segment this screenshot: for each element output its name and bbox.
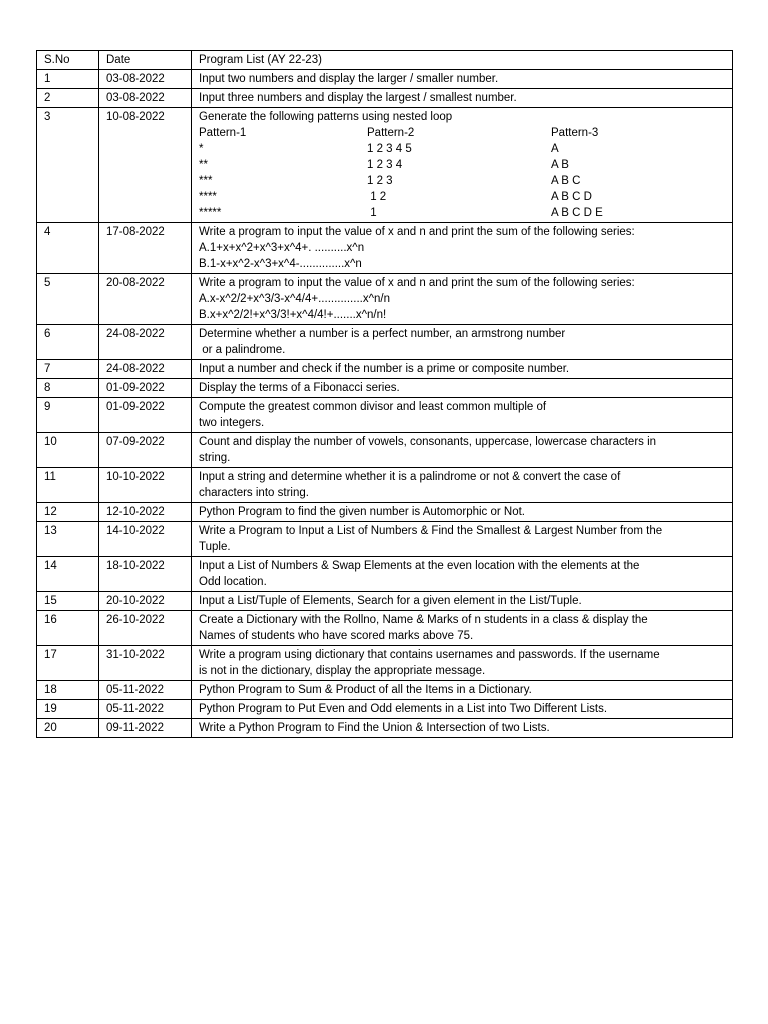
row-program-cell <box>192 379 733 398</box>
row-date: 03-08-2022 <box>99 89 192 108</box>
pattern-line: 1 2 3 <box>367 175 393 187</box>
pattern-title: Pattern-2 <box>367 127 415 139</box>
table-row <box>37 274 733 325</box>
row-program: Python Program to Sum & Product of all the Items in a Dictionary. <box>199 684 532 696</box>
row-sno: 3 <box>37 108 99 223</box>
row-program: Input a List of Numbers & Swap Elements at the even location with the elements at the Odd location. <box>199 560 640 588</box>
row-date: 09-11-2022 <box>99 719 192 738</box>
row-date: 12-10-2022 <box>99 503 192 522</box>
row-program: Input a number and check if the number is a prime or composite number. <box>199 363 570 375</box>
row-date: 10-10-2022 <box>99 468 192 503</box>
row-date: 01-09-2022 <box>99 398 192 433</box>
pattern-line: 1 2 3 4 <box>367 159 403 171</box>
row-sno: 10 <box>37 433 99 468</box>
row-program-cell <box>192 503 733 522</box>
header-sno: S.No <box>37 51 99 70</box>
table-row <box>37 719 733 738</box>
row-program-cell <box>192 433 733 468</box>
row-program-cell <box>192 325 733 360</box>
table-body <box>37 70 733 738</box>
pattern-line: ***** <box>199 207 222 219</box>
row-sno: 8 <box>37 379 99 398</box>
row-program-cell <box>192 592 733 611</box>
pattern-column <box>199 125 367 221</box>
row-program-cell <box>192 522 733 557</box>
row-program-cell <box>192 681 733 700</box>
row-program: Write a Python Program to Find the Union & Intersection of two Lists. <box>199 722 550 734</box>
pattern-line: *** <box>199 175 213 187</box>
row-sno: 19 <box>37 700 99 719</box>
pattern-title: Pattern-1 <box>199 127 247 139</box>
table-row <box>37 700 733 719</box>
row-date: 05-11-2022 <box>99 700 192 719</box>
table-row <box>37 611 733 646</box>
row-date: 24-08-2022 <box>99 360 192 379</box>
header-program: Program List (AY 22-23) <box>192 51 733 70</box>
table-row <box>37 503 733 522</box>
table-row <box>37 108 733 223</box>
row-sno: 5 <box>37 274 99 325</box>
row-program-cell <box>192 360 733 379</box>
row-sno: 2 <box>37 89 99 108</box>
row-date: 07-09-2022 <box>99 433 192 468</box>
row-program-cell <box>192 719 733 738</box>
pattern-line: 1 <box>367 207 377 219</box>
pattern-grid <box>199 125 725 221</box>
row-date: 20-10-2022 <box>99 592 192 611</box>
row-program: Determine whether a number is a perfect number, an armstrong number or a palindrome. <box>199 328 566 356</box>
row-date: 18-10-2022 <box>99 557 192 592</box>
row-program: Compute the greatest common divisor and least common multiple of two integers. <box>199 401 547 429</box>
table-row <box>37 468 733 503</box>
row-sno: 1 <box>37 70 99 89</box>
pattern-line: ** <box>199 159 208 171</box>
row-date: 20-08-2022 <box>99 274 192 325</box>
row-date: 10-08-2022 <box>99 108 192 223</box>
row-program-cell <box>192 468 733 503</box>
row-sno: 16 <box>37 611 99 646</box>
row-program-cell <box>192 700 733 719</box>
table-header-row <box>37 51 733 70</box>
row-date: 17-08-2022 <box>99 223 192 274</box>
table-row <box>37 592 733 611</box>
row-sno: 12 <box>37 503 99 522</box>
row-sno: 9 <box>37 398 99 433</box>
row-program-cell <box>192 70 733 89</box>
pattern-line: A <box>551 143 559 155</box>
row-program-cell <box>192 557 733 592</box>
table-row <box>37 681 733 700</box>
row-date: 05-11-2022 <box>99 681 192 700</box>
row-program: Count and display the number of vowels, consonants, uppercase, lowercase characters in string. <box>199 436 657 464</box>
pattern-column <box>367 125 551 221</box>
row-date: 24-08-2022 <box>99 325 192 360</box>
row-sno: 18 <box>37 681 99 700</box>
row-program-cell <box>192 108 733 223</box>
table-row <box>37 70 733 89</box>
row-program-cell <box>192 89 733 108</box>
row-date: 14-10-2022 <box>99 522 192 557</box>
row-sno: 4 <box>37 223 99 274</box>
row-program: Write a program to input the value of x and n and print the sum of the following series: A.x-x^2/2+x^3/3-x^4/4+..............x^n/n B.x+x^2/2!+x^3/3!+x^4/4!+.......x^n/n! <box>199 277 635 321</box>
row-program: Python Program to find the given number is Automorphic or Not. <box>199 506 525 518</box>
pattern-line: A B C D E <box>551 207 603 219</box>
table-row <box>37 646 733 681</box>
header-date: Date <box>99 51 192 70</box>
row-sno: 14 <box>37 557 99 592</box>
row-sno: 15 <box>37 592 99 611</box>
table-row <box>37 433 733 468</box>
table-row <box>37 522 733 557</box>
pattern-line: 1 2 3 4 5 <box>367 143 412 155</box>
row-program: Input three numbers and display the largest / smallest number. <box>199 92 517 104</box>
row-program: Input a string and determine whether it is a palindrome or not & convert the case of characters into string. <box>199 471 621 499</box>
row-program-cell <box>192 274 733 325</box>
row-program: Input a List/Tuple of Elements, Search for a given element in the List/Tuple. <box>199 595 582 607</box>
row-sno: 6 <box>37 325 99 360</box>
row-date: 01-09-2022 <box>99 379 192 398</box>
pattern-line: A B C <box>551 175 581 187</box>
pattern-line: **** <box>199 191 217 203</box>
row-program: Write a program using dictionary that contains usernames and passwords. If the username is not in the dictionary, display the appropriate message. <box>199 649 660 677</box>
row-sno: 17 <box>37 646 99 681</box>
row-program: Write a program to input the value of x and n and print the sum of the following series: A.1+x+x^2+x^3+x^4+. ..........x^n B.1-x+x^2-x^3+x^4-..............x^n <box>199 226 635 270</box>
row-date: 31-10-2022 <box>99 646 192 681</box>
table-row <box>37 557 733 592</box>
row-program: Create a Dictionary with the Rollno, Name & Marks of n students in a class & display the Names of students who have scored marks above 75. <box>199 614 648 642</box>
row-program: Input two numbers and display the larger / smaller number. <box>199 73 499 85</box>
table-row <box>37 325 733 360</box>
table-row <box>37 360 733 379</box>
pattern-title: Pattern-3 <box>551 127 599 139</box>
row-program-cell <box>192 223 733 274</box>
pattern-line: 1 2 <box>367 191 387 203</box>
row-program-cell <box>192 611 733 646</box>
table-row <box>37 379 733 398</box>
row-date: 26-10-2022 <box>99 611 192 646</box>
row-sno: 11 <box>37 468 99 503</box>
row-date: 03-08-2022 <box>99 70 192 89</box>
table-row <box>37 398 733 433</box>
pattern-column <box>551 125 725 221</box>
row-program: Display the terms of a Fibonacci series. <box>199 382 400 394</box>
row-program-cell <box>192 398 733 433</box>
program-list-table <box>36 50 733 738</box>
row-sno: 7 <box>37 360 99 379</box>
row-program: Write a Program to Input a List of Numbers & Find the Smallest & Largest Number from the Tuple. <box>199 525 663 553</box>
row-program-cell <box>192 646 733 681</box>
table-row <box>37 89 733 108</box>
pattern-line: A B <box>551 159 569 171</box>
row-program: Python Program to Put Even and Odd elements in a List into Two Different Lists. <box>199 703 608 715</box>
pattern-line: * <box>199 143 204 155</box>
row-program: Generate the following patterns using nested loop <box>199 111 453 123</box>
table-row <box>37 223 733 274</box>
row-sno: 20 <box>37 719 99 738</box>
pattern-line: A B C D <box>551 191 592 203</box>
row-sno: 13 <box>37 522 99 557</box>
